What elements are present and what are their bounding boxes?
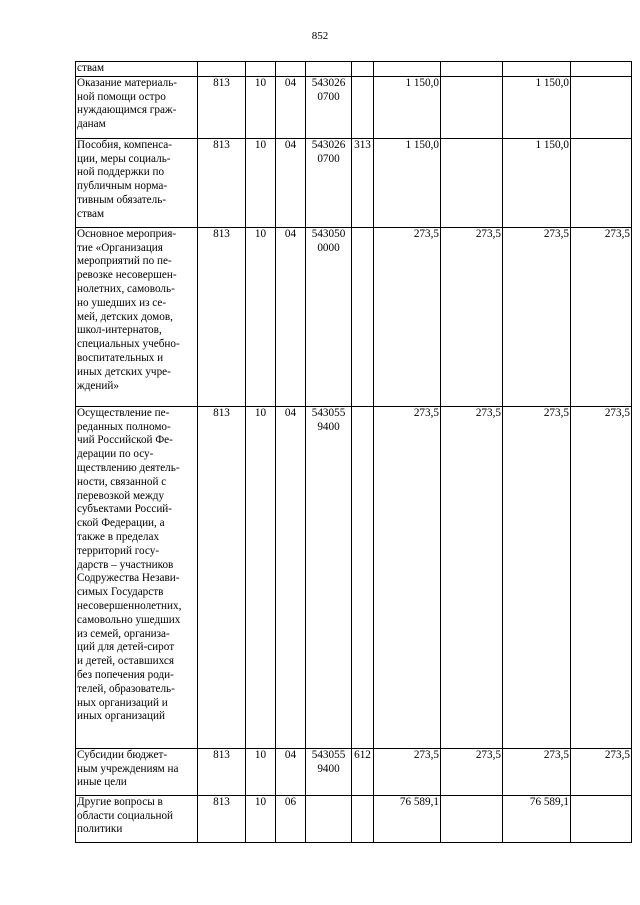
row-name: Субсидии бюджет- ным учреждениям на иные цели [77,748,179,789]
row-name: Оказание материаль- ной помощи остро нуждающимся граж- данам [77,76,178,131]
sum1-cell: 76 589,1 [374,795,441,842]
table-row [76,227,632,406]
sum2-cell [441,62,503,77]
row-name-cell [76,227,198,406]
sum2-cell [441,138,503,227]
row-name-cell [76,406,198,748]
sum3-cell: 1 150,0 [503,76,571,138]
table-row [76,795,632,842]
vr-cell: 313 [352,138,374,227]
sum1-cell [374,62,441,77]
sum4-cell: 273,5 [571,748,632,795]
sum4-cell: 273,5 [571,406,632,748]
target-code: 543026 0700 [311,138,346,165]
sum2-cell: 273,5 [441,406,503,748]
section-cell: 10 [246,406,276,748]
sum1-cell: 273,5 [374,406,441,748]
table-row [76,76,632,138]
row-name: Основное мероприя- тие «Организация мероприятий по пе- ревозке несовершен- нолетних, самоволь- но ушедших из се- мей, детских домов, школ-интернатов, специальных учебно- воспитательных и иных детских учре- ждений» [77,227,180,392]
ministry-cell: 813 [198,748,246,795]
row-name-cell [76,748,198,795]
vr-cell [352,795,374,842]
target-code: 543026 0700 [311,76,346,103]
subsection-cell: 06 [276,795,306,842]
row-name: Осуществление пе- реданных полномо- чий Российской Фе- дерации по осу- ществлению деятель- ности, связанной с перевозкой между субъектами Россий- ской Федерации, а также в пределах территорий госу- дарств – участников Содружества Незави- симых Государств несовершеннолетних, самовольно ушедших из семей, организа- ций для детей-сирот и детей, оставшихся без попечения роди- телей, образователь- ных организаций и иных организаций [77,406,182,723]
target-cell [306,748,352,795]
sum3-cell [503,62,571,77]
table-row [76,62,632,77]
sum2-cell: 273,5 [441,748,503,795]
section-cell: 10 [246,227,276,406]
row-name-cell [76,62,198,77]
row-name: ствам [77,62,105,74]
sum1-cell: 1 150,0 [374,138,441,227]
table-row [76,406,632,748]
target-code: 543055 9400 [311,406,346,433]
subsection-cell: 04 [276,76,306,138]
ministry-cell: 813 [198,406,246,748]
section-cell: 10 [246,76,276,138]
target-cell [306,406,352,748]
section-cell: 10 [246,748,276,795]
subsection-cell: 04 [276,227,306,406]
ministry-cell: 813 [198,227,246,406]
sum4-cell [571,62,632,77]
row-name: Пособия, компенса- ции, меры социаль- ной поддержки по публичным норма- тивным обязатель- ствам [77,138,172,220]
row-name-cell [76,795,198,842]
section-cell: 10 [246,138,276,227]
ministry-cell [198,62,246,77]
row-name-cell [76,76,198,138]
target-cell [306,76,352,138]
sum3-cell: 273,5 [503,227,571,406]
target-cell [306,227,352,406]
target-cell [306,62,352,77]
subsection-cell [276,62,306,77]
sum4-cell [571,76,632,138]
row-name: Другие вопросы в области социальной политики [77,795,174,836]
sum4-cell: 273,5 [571,227,632,406]
section-cell [246,62,276,77]
page-number: 852 [311,30,329,42]
vr-cell [352,227,374,406]
sum4-cell [571,138,632,227]
sum2-cell [441,795,503,842]
subsection-cell: 04 [276,138,306,227]
sum1-cell: 273,5 [374,227,441,406]
ministry-cell: 813 [198,138,246,227]
sum4-cell [571,795,632,842]
table-row [76,138,632,227]
section-cell: 10 [246,795,276,842]
budget-table [75,61,632,843]
vr-cell [352,406,374,748]
target-cell [306,795,352,842]
sum3-cell: 273,5 [503,406,571,748]
sum2-cell [441,76,503,138]
sum2-cell: 273,5 [441,227,503,406]
table-body [76,62,632,843]
sum3-cell: 273,5 [503,748,571,795]
sum1-cell: 1 150,0 [374,76,441,138]
target-cell [306,138,352,227]
row-name-cell [76,138,198,227]
vr-cell [352,76,374,138]
sum3-cell: 1 150,0 [503,138,571,227]
vr-cell: 612 [352,748,374,795]
vr-cell [352,62,374,77]
target-code: 543055 9400 [311,748,346,775]
subsection-cell: 04 [276,406,306,748]
ministry-cell: 813 [198,795,246,842]
table-row [76,748,632,795]
subsection-cell: 04 [276,748,306,795]
ministry-cell: 813 [198,76,246,138]
sum3-cell: 76 589,1 [503,795,571,842]
sum1-cell: 273,5 [374,748,441,795]
target-code: 543050 0000 [311,227,346,254]
